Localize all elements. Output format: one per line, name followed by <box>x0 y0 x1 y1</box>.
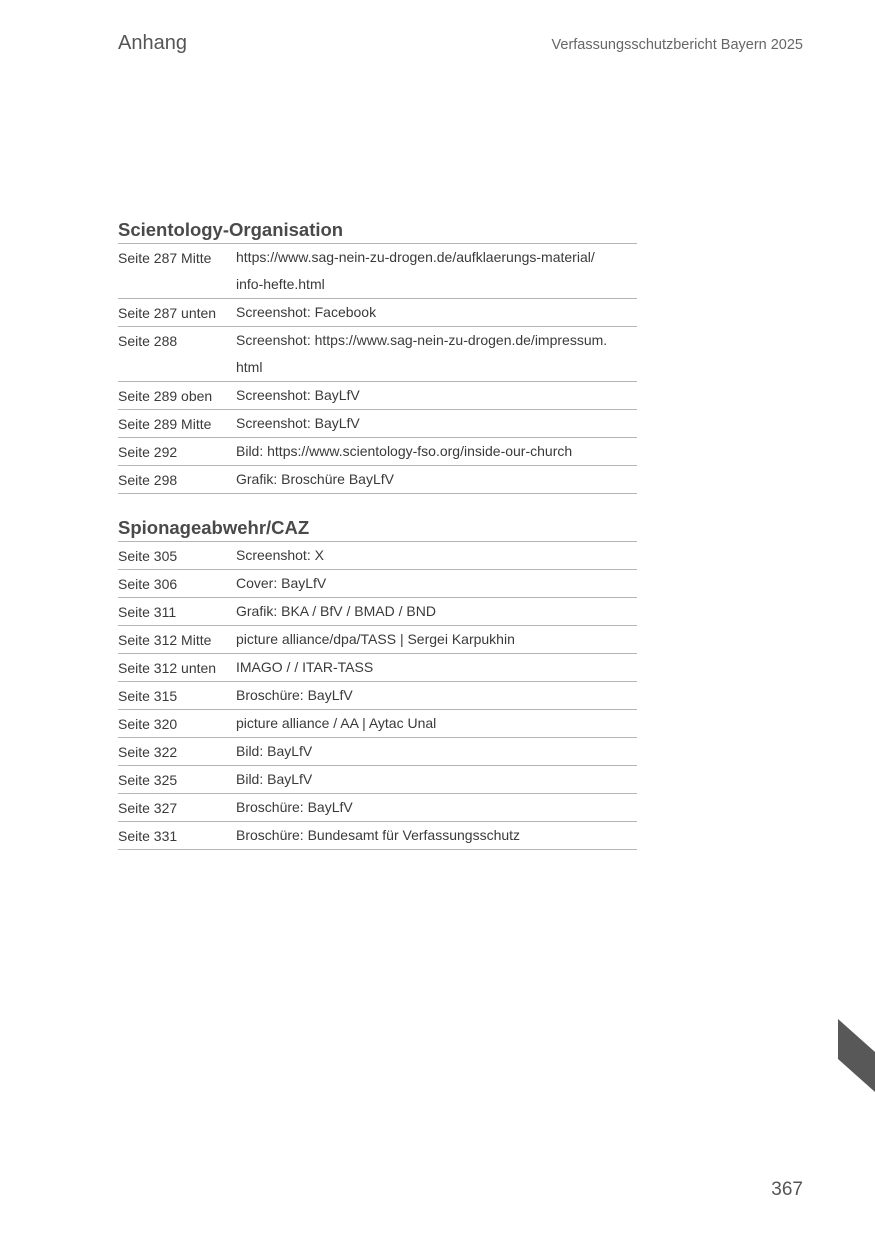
page-reference: Seite 289 Mitte <box>118 416 212 432</box>
credits-table <box>118 542 637 850</box>
image-credit-line: https://www.sag-nein-zu-drogen.de/aufklaerungs-material/ <box>236 249 595 265</box>
section-title: Scientology-Organisation <box>118 216 637 244</box>
credits-section-spionageabwehr <box>118 514 637 850</box>
running-header-section: Anhang <box>118 32 187 54</box>
image-credit: Screenshot: Facebook <box>236 304 377 320</box>
credits-section-scientology <box>118 216 637 494</box>
table-row <box>118 626 637 654</box>
section-title: Spionageabwehr/CAZ <box>118 514 637 542</box>
page-reference: Seite 292 <box>118 444 178 460</box>
page-reference: Seite 288 <box>118 333 178 349</box>
page-reference: Seite 289 oben <box>118 388 213 404</box>
table-row <box>118 438 637 466</box>
image-credit <box>236 244 637 298</box>
image-credit: Screenshot: X <box>236 547 324 563</box>
page-reference: Seite 287 Mitte <box>118 250 212 266</box>
image-credit: picture alliance/dpa/TASS | Sergei Karpukhin <box>236 631 515 647</box>
image-credit: Broschüre: BayLfV <box>236 799 353 815</box>
page-reference: Seite 322 <box>118 744 178 760</box>
table-row <box>118 570 637 598</box>
table-row <box>118 244 637 299</box>
table-row <box>118 710 637 738</box>
image-credit: Screenshot: BayLfV <box>236 415 360 431</box>
page-reference: Seite 306 <box>118 576 178 592</box>
page-reference: Seite 298 <box>118 472 178 488</box>
table-row <box>118 542 637 570</box>
page-reference: Seite 325 <box>118 772 178 788</box>
table-row <box>118 382 637 410</box>
table-row <box>118 822 637 850</box>
image-credit: Screenshot: BayLfV <box>236 387 360 403</box>
table-row <box>118 466 637 494</box>
page-reference: Seite 311 <box>118 604 177 620</box>
running-header-publication: Verfassungsschutzbericht Bayern 2025 <box>551 37 803 53</box>
credits-table <box>118 244 637 494</box>
image-credit: Cover: BayLfV <box>236 575 327 591</box>
page-reference: Seite 312 Mitte <box>118 632 212 648</box>
table-row <box>118 794 637 822</box>
image-credit-line: html <box>236 359 263 375</box>
page-reference: Seite 315 <box>118 688 178 704</box>
image-credit: Bild: BayLfV <box>236 771 313 787</box>
table-row <box>118 682 637 710</box>
image-credit <box>236 327 637 381</box>
image-credit: Broschüre: Bundesamt für Verfassungsschutz <box>236 827 521 843</box>
page-reference: Seite 327 <box>118 800 178 816</box>
page-number: 367 <box>771 1179 803 1200</box>
image-credit: picture alliance / AA | Aytac Unal <box>236 715 437 731</box>
table-row <box>118 598 637 626</box>
page-reference: Seite 320 <box>118 716 178 732</box>
image-credit: Broschüre: BayLfV <box>236 687 353 703</box>
image-credit: Bild: BayLfV <box>236 743 313 759</box>
image-credit-line: Screenshot: https://www.sag-nein-zu-drogen.de/impressum. <box>236 332 608 348</box>
page-reference: Seite 312 unten <box>118 660 217 676</box>
chapter-tab-marker <box>838 1019 875 1092</box>
table-row <box>118 327 637 382</box>
image-credit-line: info-hefte.html <box>236 276 325 292</box>
page-reference: Seite 331 <box>118 828 178 844</box>
image-credit: Grafik: BKA / BfV / BMAD / BND <box>236 603 436 619</box>
table-row <box>118 410 637 438</box>
image-credit: Bild: https://www.scientology-fso.org/inside-our-church <box>236 443 573 459</box>
image-credit: Grafik: Broschüre BayLfV <box>236 471 394 487</box>
page-reference: Seite 287 unten <box>118 305 217 321</box>
table-row <box>118 766 637 794</box>
table-row <box>118 654 637 682</box>
image-credit: IMAGO / / ITAR-TASS <box>236 659 374 675</box>
table-row <box>118 299 637 327</box>
page-reference: Seite 305 <box>118 548 178 564</box>
table-row <box>118 738 637 766</box>
